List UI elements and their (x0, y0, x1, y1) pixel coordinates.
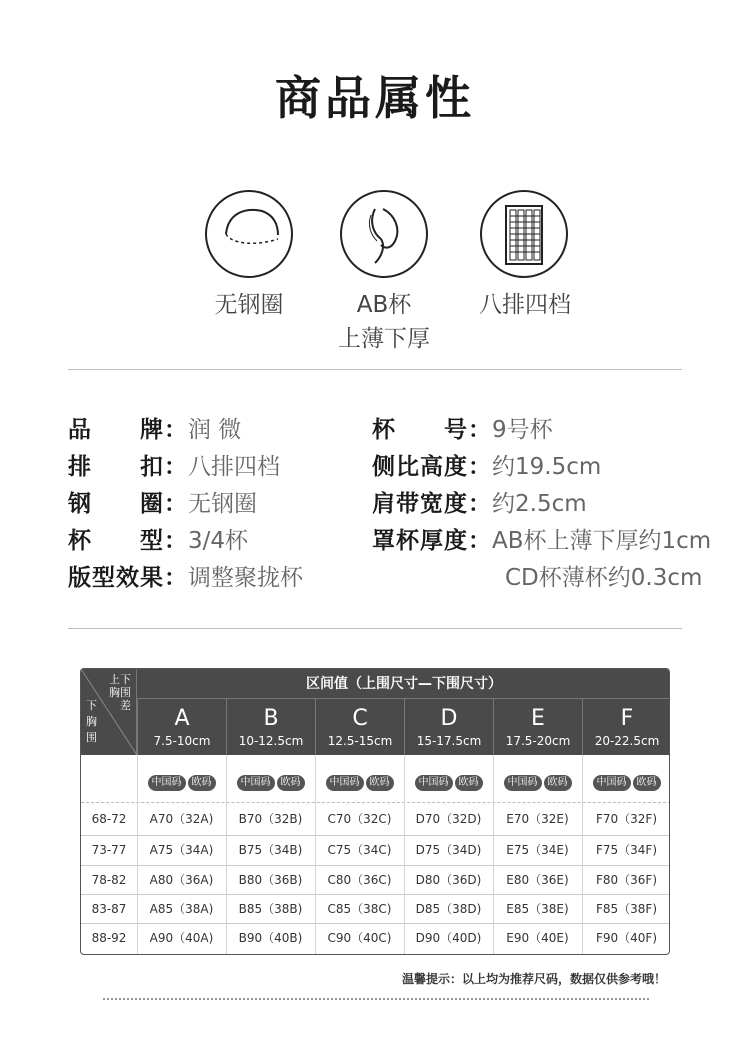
size-cell: F75（34F) (595, 843, 658, 857)
size-cell: C80（36C) (327, 873, 392, 887)
table-corner: 上下 胸围 差 下 胸 围 (81, 669, 137, 755)
cup-header-b: B 10-12.5cm (226, 699, 315, 755)
attr-cup-number: 杯 号：9号杯 (372, 417, 553, 443)
size-cell: D80（36D) (415, 873, 482, 887)
badge-pair-c (315, 770, 404, 792)
size-cell: E80（36E) (506, 873, 569, 887)
badge-cn: 中国码 (504, 775, 542, 791)
underbust-cell: 68-72 (91, 812, 127, 826)
badge-eu: 欧码 (188, 775, 216, 791)
size-cell: B70（32B) (238, 812, 303, 826)
badge-eu: 欧码 (366, 775, 394, 791)
underbust-cell: 88-92 (91, 931, 127, 945)
attr-cup-thickness-cd: CD杯薄杯约0.3cm (505, 565, 703, 591)
size-cell: E70（32E) (506, 812, 569, 826)
wire-free-bra-icon (204, 189, 294, 279)
size-cell: D70（32D) (415, 812, 482, 826)
cup-header-d: D 15-17.5cm (404, 699, 493, 755)
size-cell: E90（40E) (506, 931, 569, 945)
attr-effect: 版型效果：调整聚拢杯 (68, 565, 303, 591)
size-cell: F90（40F) (595, 931, 658, 945)
size-cell: D90（40D) (415, 931, 482, 945)
underbust-cell: 83-87 (91, 902, 127, 916)
badge-cn: 中国码 (237, 775, 275, 791)
attr-wire: 钢 圈：无钢圈 (68, 491, 257, 517)
size-cell: B90（40B) (238, 931, 303, 945)
attr-cup-type: 杯 型：3/4杯 (68, 528, 249, 554)
badge-pair-f (582, 770, 670, 792)
size-cell: C75（34C) (327, 843, 392, 857)
range-title: 区间值（上围尺寸—下围尺寸） (137, 669, 670, 699)
badge-cn: 中国码 (415, 775, 453, 791)
size-cell: F80（36F) (595, 873, 658, 887)
badge-pair-a (137, 770, 226, 792)
cup-header-a: A 7.5-10cm (137, 699, 226, 755)
badge-cn: 中国码 (326, 775, 364, 791)
size-cell: F85（38F) (595, 902, 658, 916)
size-cell: A80（36A) (149, 873, 214, 887)
attr-hook: 排 扣：八排四档 (68, 454, 280, 480)
size-cell: A75（34A) (149, 843, 214, 857)
divider-bottom (68, 628, 682, 629)
padded-cup-icon (339, 189, 429, 279)
size-cell: E85（38E) (506, 902, 569, 916)
size-cell: C85（38C) (327, 902, 392, 916)
size-cell: C70（32C) (327, 812, 392, 826)
size-cell: B80（36B) (238, 873, 303, 887)
cup-header-f: F 20-22.5cm (582, 699, 670, 755)
feature-label-wire-free: 无钢圈 (214, 292, 284, 318)
badge-pair-b (226, 770, 315, 792)
badge-pair-e (493, 770, 582, 792)
dotted-divider (103, 998, 649, 1000)
size-tip: 温馨提示：以上均为推荐尺码，数据仅供参考哦！ (401, 972, 666, 986)
cup-header-e: E 17.5-20cm (493, 699, 582, 755)
size-cell: C90（40C) (327, 931, 392, 945)
feature-label-padded-cup: AB杯 上薄下厚 (338, 292, 430, 352)
badge-cn: 中国码 (593, 775, 631, 791)
attr-brand: 品 牌：润 微 (68, 417, 242, 443)
size-cell: A70（32A) (149, 812, 214, 826)
badge-cn: 中国码 (148, 775, 186, 791)
size-cell: F70（32F) (595, 812, 658, 826)
size-cell: B85（38B) (238, 902, 303, 916)
attr-strap-width: 肩带宽度：约2.5cm (372, 491, 587, 517)
underbust-cell: 78-82 (91, 873, 127, 887)
badge-eu: 欧码 (633, 775, 661, 791)
badge-eu: 欧码 (544, 775, 572, 791)
attr-side-height: 侧比高度：约19.5cm (372, 454, 602, 480)
badge-eu: 欧码 (277, 775, 305, 791)
badge-pair-d (404, 770, 493, 792)
size-cell: D75（34D) (415, 843, 482, 857)
divider-top (68, 369, 682, 370)
feature-label-hook: 八排四档 (479, 292, 571, 318)
size-cell: D85（38D) (415, 902, 482, 916)
size-cell: E75（34E) (506, 843, 569, 857)
cup-header-c: C 12.5-15cm (315, 699, 404, 755)
size-cell: A90（40A) (149, 931, 214, 945)
underbust-cell: 73-77 (91, 843, 127, 857)
page-title: 商品属性 (275, 71, 475, 125)
eight-row-hook-icon (479, 189, 569, 279)
size-cell: B75（34B) (238, 843, 303, 857)
size-cell: A85（38A) (149, 902, 214, 916)
attr-cup-thickness: 罩杯厚度：AB杯上薄下厚约1cm (372, 528, 712, 554)
size-table (80, 668, 670, 955)
badge-eu: 欧码 (455, 775, 483, 791)
